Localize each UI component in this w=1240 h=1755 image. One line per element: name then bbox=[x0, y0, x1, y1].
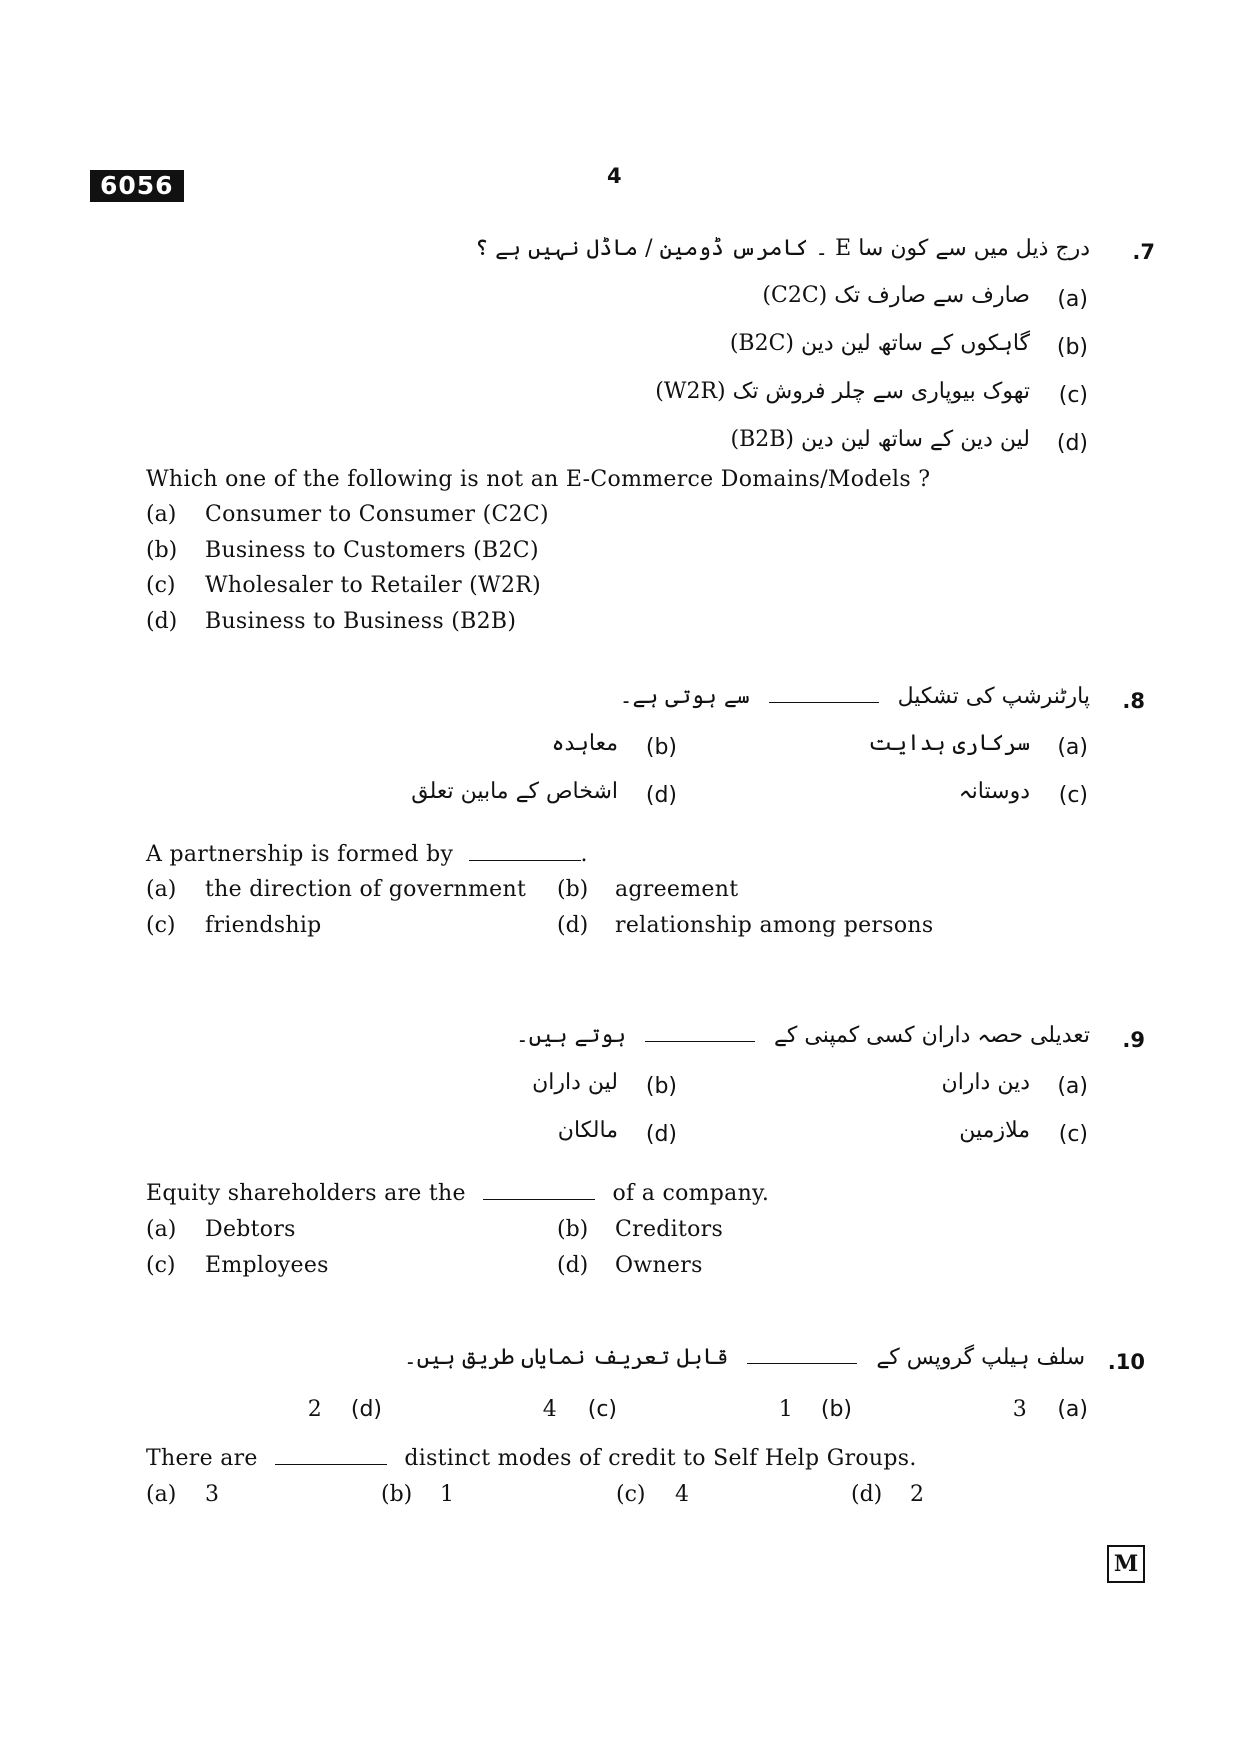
q10-urdu-option-a-label: (a) bbox=[1057, 1397, 1088, 1422]
q8-urdu-option-c: دوستانہ bbox=[958, 779, 1030, 804]
q10-english-blank bbox=[275, 1464, 387, 1465]
q9-english-question-start: Equity shareholders are the bbox=[146, 1181, 466, 1206]
q7-urdu-option-d: لین دین کے ساتھ لین دین (B2B) bbox=[730, 427, 1030, 452]
q7-urdu-question: درج ذیل میں سے کون سا E ۔ کامرس ڈومین / ماڈل نہیں ہے ؟ bbox=[475, 236, 1090, 261]
q8-option-c-label: (c) bbox=[146, 913, 176, 938]
q9-option-d: Owners bbox=[615, 1253, 703, 1278]
q10-urdu-option-d: 2 bbox=[307, 1397, 322, 1422]
q9-urdu-question-end: ہوتے ہیں۔ bbox=[515, 1023, 627, 1048]
q7-urdu-option-d-label: (d) bbox=[1056, 431, 1088, 456]
q8-urdu-question-end: سے ہوتی ہے۔ bbox=[619, 684, 750, 709]
q7-urdu-option-a-label: (a) bbox=[1057, 287, 1088, 312]
q10-urdu-option-d-label: (d) bbox=[350, 1397, 382, 1422]
q7-option-c-label: (c) bbox=[146, 573, 176, 598]
q8-urdu-option-a: سرکاری ہدایت bbox=[868, 731, 1030, 756]
q9-urdu-question-start: تعدیلی حصہ داران کسی کمپنی کے bbox=[774, 1023, 1090, 1048]
q8-english-question bbox=[146, 842, 588, 867]
q8-option-c: friendship bbox=[205, 913, 322, 938]
q10-urdu-option-c: 4 bbox=[542, 1397, 557, 1422]
q8-english-question-end: . bbox=[580, 842, 588, 867]
q7-urdu-option-a: صارف سے صارف تک (C2C) bbox=[762, 283, 1030, 308]
q8-urdu-blank bbox=[769, 702, 879, 703]
q8-number: .8 bbox=[1122, 689, 1145, 713]
q9-option-b-label: (b) bbox=[557, 1217, 589, 1242]
q9-option-c-label: (c) bbox=[146, 1253, 176, 1278]
q8-urdu-option-c-label: (c) bbox=[1058, 783, 1088, 808]
q9-urdu-option-b: لین داران bbox=[532, 1070, 618, 1095]
q9-urdu-option-c: ملازمین bbox=[959, 1118, 1030, 1143]
q9-number: .9 bbox=[1122, 1028, 1145, 1052]
q10-urdu-question bbox=[404, 1345, 1085, 1370]
q7-option-b-label: (b) bbox=[146, 538, 178, 563]
q9-urdu-option-b-label: (b) bbox=[645, 1074, 677, 1099]
q8-english-question-start: A partnership is formed by bbox=[146, 842, 454, 867]
q10-number: .10 bbox=[1107, 1350, 1145, 1374]
q9-urdu-option-d-label: (d) bbox=[645, 1122, 677, 1147]
q10-urdu-question-end: قابل تعریف نمایاں طریق ہیں۔ bbox=[403, 1345, 729, 1370]
q9-urdu-option-a-label: (a) bbox=[1057, 1074, 1088, 1099]
q9-urdu-blank bbox=[645, 1041, 755, 1042]
q7-english-question: Which one of the following is not an E-Commerce Domains/Models ? bbox=[146, 467, 931, 492]
q7-option-d-label: (d) bbox=[146, 609, 178, 634]
q9-option-d-label: (d) bbox=[557, 1253, 589, 1278]
q7-option-c: Wholesaler to Retailer (W2R) bbox=[205, 573, 542, 598]
q8-english-blank bbox=[469, 860, 581, 861]
q10-urdu-blank bbox=[747, 1363, 857, 1364]
q8-option-d-label: (d) bbox=[557, 913, 589, 938]
q10-urdu-option-c-label: (c) bbox=[587, 1397, 617, 1422]
q9-option-b: Creditors bbox=[615, 1217, 724, 1242]
medium-badge: M bbox=[1107, 1545, 1145, 1583]
q9-urdu-option-d: مالکان bbox=[557, 1118, 618, 1143]
q10-english-question-start: There are bbox=[146, 1446, 258, 1471]
paper-code-badge: 6056 bbox=[90, 170, 184, 202]
q8-option-d: relationship among persons bbox=[615, 913, 934, 938]
q7-option-a: Consumer to Consumer (C2C) bbox=[205, 502, 549, 527]
q7-number: .7 bbox=[1132, 240, 1155, 264]
q8-option-a-label: (a) bbox=[146, 877, 177, 902]
q7-option-b: Business to Customers (B2C) bbox=[205, 538, 539, 563]
q8-urdu-option-b-label: (b) bbox=[645, 735, 677, 760]
q9-urdu-option-a: دین داران bbox=[941, 1070, 1030, 1095]
q9-option-a: Debtors bbox=[205, 1217, 296, 1242]
q7-urdu-option-b-label: (b) bbox=[1056, 335, 1088, 360]
q10-option-c-label: (c) bbox=[616, 1482, 646, 1507]
q8-option-b: agreement bbox=[615, 877, 739, 902]
q8-urdu-question bbox=[620, 684, 1090, 709]
q9-english-question-end: of a company. bbox=[612, 1181, 770, 1206]
page-number: 4 bbox=[607, 164, 622, 188]
q10-english-question bbox=[146, 1446, 917, 1471]
q8-option-b-label: (b) bbox=[557, 877, 589, 902]
q10-option-a-label: (a) bbox=[146, 1482, 177, 1507]
q10-english-question-end: distinct modes of credit to Self Help Groups. bbox=[404, 1446, 917, 1471]
q9-english-question bbox=[146, 1181, 769, 1206]
q9-urdu-option-c-label: (c) bbox=[1058, 1122, 1088, 1147]
q9-option-c: Employees bbox=[205, 1253, 329, 1278]
q7-urdu-option-b: گاہکوں کے ساتھ لین دین (B2C) bbox=[729, 331, 1030, 356]
q8-urdu-option-b: معاہدہ bbox=[551, 731, 618, 756]
q8-option-a: the direction of government bbox=[205, 877, 527, 902]
q8-urdu-question-start: پارٹنرشپ کی تشکیل bbox=[897, 684, 1090, 709]
q10-urdu-option-a: 3 bbox=[1012, 1397, 1027, 1422]
q10-urdu-option-b-label: (b) bbox=[820, 1397, 852, 1422]
q9-english-blank bbox=[483, 1199, 595, 1200]
q10-option-a: 3 bbox=[205, 1482, 220, 1507]
q10-urdu-question-start: سلف ہیلپ گروپس کے bbox=[876, 1345, 1085, 1370]
q10-option-b-label: (b) bbox=[381, 1482, 413, 1507]
q10-option-d: 2 bbox=[910, 1482, 925, 1507]
q8-urdu-option-a-label: (a) bbox=[1057, 735, 1088, 760]
q9-option-a-label: (a) bbox=[146, 1217, 177, 1242]
q9-urdu-question bbox=[516, 1023, 1090, 1048]
q7-urdu-option-c-label: (c) bbox=[1058, 383, 1088, 408]
q10-option-d-label: (d) bbox=[851, 1482, 883, 1507]
q10-urdu-option-b: 1 bbox=[778, 1397, 793, 1422]
q7-option-a-label: (a) bbox=[146, 502, 177, 527]
q7-option-d: Business to Business (B2B) bbox=[205, 609, 517, 634]
q10-option-b: 1 bbox=[440, 1482, 455, 1507]
q10-option-c: 4 bbox=[675, 1482, 690, 1507]
q8-urdu-option-d-label: (d) bbox=[645, 783, 677, 808]
q7-urdu-option-c: تھوک بیوپاری سے چلر فروش تک (W2R) bbox=[655, 379, 1030, 404]
q8-urdu-option-d: اشخاص کے مابین تعلق bbox=[411, 779, 618, 804]
